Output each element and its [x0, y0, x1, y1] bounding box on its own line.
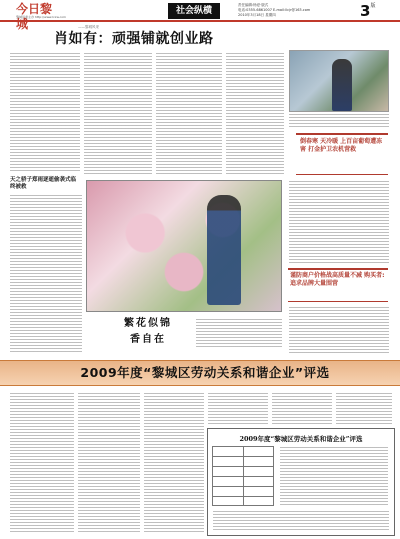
photo-poem	[108, 316, 188, 348]
contact-line: 电话:0355-6861007 E-mail:llcjr@163.com	[238, 8, 311, 12]
lower-column-2	[78, 392, 140, 534]
body-column-1	[10, 52, 80, 172]
article-headline: 肖如有：顽强铺就创业路	[54, 31, 214, 47]
date-line: 2010年3月18日 星期四	[238, 13, 276, 17]
sidebar-news-title-1: 倒春寒 天冷暖 上百亩葡萄遭冻害 打金护卫农机营救	[300, 138, 383, 153]
logo-subtitle: 黎城县委主办 http://www.lcxw.com	[16, 15, 66, 19]
sidebar-photo-person	[332, 59, 352, 111]
left-column-text	[10, 194, 82, 354]
photo-person	[207, 195, 241, 305]
lower-column-4	[208, 392, 268, 424]
section-label: 社会纵横	[168, 3, 220, 19]
page-number-suffix: 版	[370, 3, 376, 9]
lower-column-6	[336, 392, 392, 424]
poem-line-1: 繁花似锦	[124, 318, 172, 329]
lower-column-5	[272, 392, 332, 424]
sidebar-text-2	[289, 306, 389, 354]
ballot-notes	[213, 510, 389, 532]
sidebar-text-1	[289, 180, 389, 264]
campaign-banner-title: 2009年度“黎城区劳动关系和谐企业”评选	[80, 365, 330, 380]
editor-line: 责任编辑:杨爱·版式	[238, 3, 269, 7]
ballot-form-title: 2009年度“黎城区劳动关系和谐企业”评选	[239, 435, 363, 443]
sidebar-photo	[289, 50, 389, 112]
lower-column-3	[144, 392, 204, 534]
sidebar-news-title-2: 谨防商户价格战高质量不减 购买者:追求品牌大量围营	[290, 272, 385, 287]
blossom-photo	[86, 180, 282, 312]
lower-column-1	[10, 392, 74, 534]
poem-line-2: 香自在	[130, 334, 166, 345]
body-column-4	[226, 52, 284, 176]
header-info	[238, 3, 356, 18]
article-kicker: ——黎城风采	[78, 25, 99, 29]
left-subhead: 天之骄子郑雨逐逝偷袭式临终被救	[10, 177, 77, 190]
ballot-fields	[280, 446, 388, 506]
page-number	[360, 2, 390, 20]
photo-note	[196, 318, 282, 348]
ballot-table	[212, 446, 274, 506]
newspaper-logo: 今日黎城	[16, 2, 53, 31]
sidebar-photo-caption	[289, 113, 389, 129]
body-column-2	[84, 52, 152, 176]
page-number-value: 3	[360, 2, 371, 20]
body-column-3	[156, 52, 222, 176]
